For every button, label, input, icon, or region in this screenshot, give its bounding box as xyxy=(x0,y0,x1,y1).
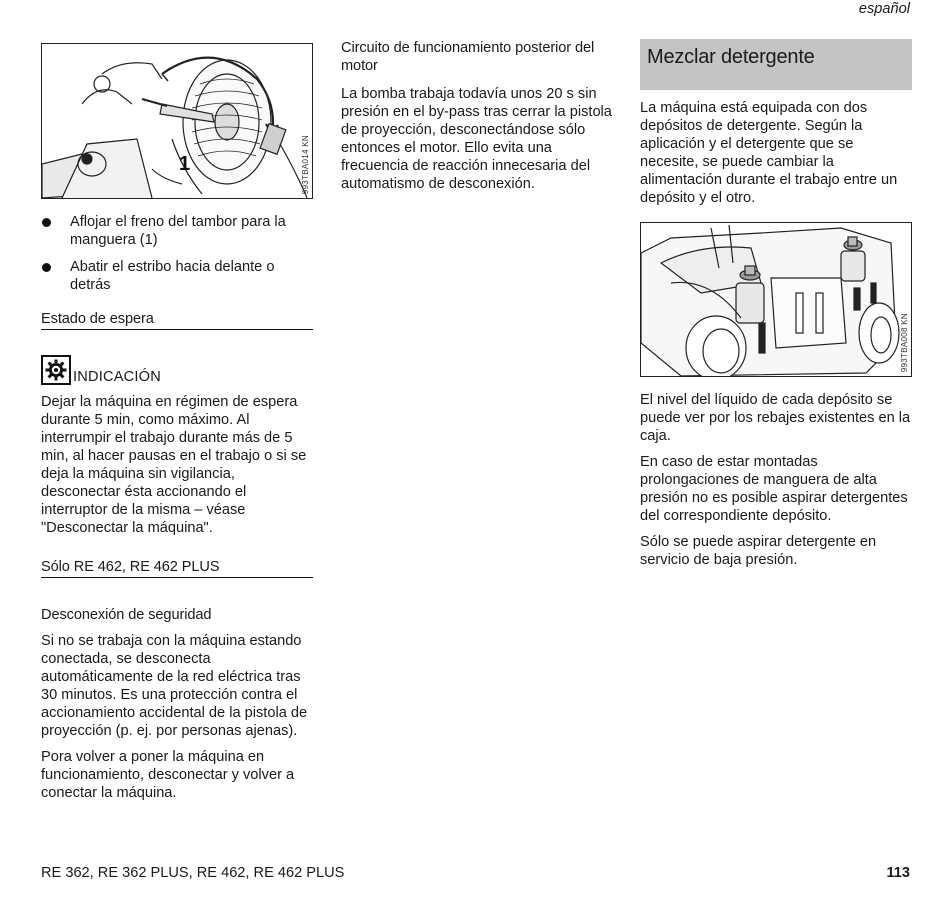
footer-models: RE 362, RE 362 PLUS, RE 462, RE 462 PLUS xyxy=(41,865,345,881)
hose-drum-illustration xyxy=(42,44,312,198)
gear-icon xyxy=(41,355,71,385)
safety-text: Si no se trabaja con la máquina estando conectada, se desconecta automáticamente de la red eléctrica tras 30 minutos. Es una protección contra el accionamiento accidental de la pistola de proyección (p. ej. por personas ajenas). xyxy=(41,633,308,739)
notice xyxy=(41,355,313,385)
bullet-icon xyxy=(42,263,51,272)
bullet-icon xyxy=(42,218,51,227)
standby-heading: Estado de espera xyxy=(41,310,313,330)
middle-column xyxy=(341,39,616,193)
step-text: Aflojar el freno del tambor para la manguera (1) xyxy=(70,214,286,248)
safety-heading: Desconexión de seguridad xyxy=(41,607,212,623)
page-number: 113 xyxy=(886,865,910,881)
callout-number: 1 xyxy=(179,153,191,175)
hose-drum-figure xyxy=(41,43,313,199)
notice-label: INDICACIÓN xyxy=(73,369,161,385)
instruction-list xyxy=(41,213,313,294)
figure-code: 993TBA008 KN xyxy=(900,312,909,372)
step-text: Abatir el estribo hacia delante o detrás xyxy=(70,259,275,293)
detergent-tank-illustration xyxy=(641,223,911,376)
standby-text: Dejar la máquina en régimen de espera durante 5 min, como máximo. Al interrumpir el trabajo durante más de 5 min, al hacer pausas en el trabajo o si se deja la máquina sin vigilancia, desconectar ésta accionando el interruptor de la misma – véase "Desconectar la máquina". xyxy=(41,394,307,536)
left-column xyxy=(41,43,313,802)
detergent-intro: La máquina está equipada con dos depósitos de detergente. Según la aplicación y el detergente que se necesite, se puede cambiar la alimentación durante el trabajo entre un depósito y el otro. xyxy=(640,100,898,206)
language-label: español xyxy=(858,1,910,17)
after-run-heading: Circuito de funcionamiento posterior del motor xyxy=(341,40,595,74)
models-heading: Sólo RE 462, RE 462 PLUS xyxy=(41,558,313,578)
right-column xyxy=(640,39,912,569)
after-run-text: La bomba trabaja todavía unos 20 s sin presión en el by-pass tras cerrar la pistola de proyección, desconectándose sólo entonces el motor. Ello evita una frecuencia de reacción innecesaria del automatismo de desconexión. xyxy=(341,86,612,192)
list-item xyxy=(41,258,313,294)
restart-text: Pora volver a poner la máquina en funcionamiento, desconectar y volver a conectar la máquina. xyxy=(41,749,295,801)
extension-text: En caso de estar montadas prolongaciones de manguera de alta presión no es posible aspirar detergentes del correspondiente depósito. xyxy=(640,454,908,524)
section-title: Mezclar detergente xyxy=(640,39,912,90)
level-text: El nivel del líquido de cada depósito se puede ver por los rebajes existentes en la caja. xyxy=(640,392,911,444)
low-pressure-text: Sólo se puede aspirar detergente en servicio de baja presión. xyxy=(640,534,877,568)
detergent-tank-figure xyxy=(640,222,912,377)
figure-code: 993TBA014 KN xyxy=(301,134,310,194)
list-item xyxy=(41,213,313,249)
